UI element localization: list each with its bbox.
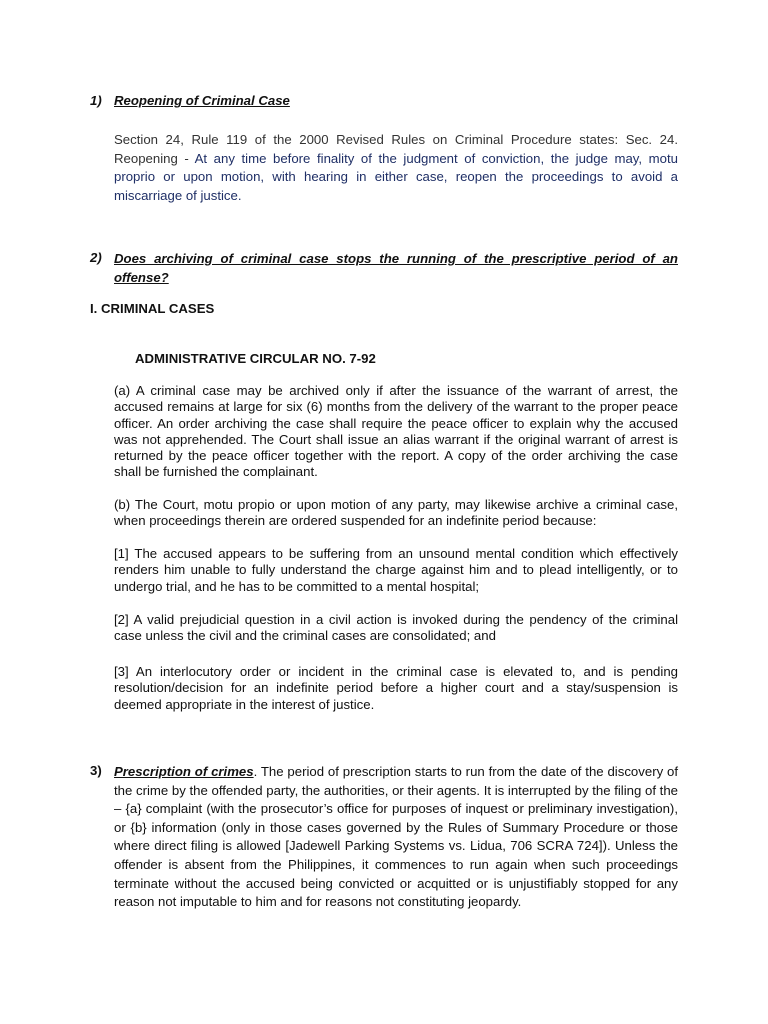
section-3-body (114, 763, 678, 912)
section-2-number: 2) (90, 250, 102, 265)
section-1-heading: Reopening of Criminal Case (114, 93, 290, 108)
paragraph-a: (a) A criminal case may be archived only if after the issuance of the warrant of arrest, the accused remains at large for six (6) months from the delivery of the warrant to the proper peace officer. An order archiving the case shall require the peace officer to explain why the accused was not apprehended. The Court shall issue an alias warrant if the original warrant of arrest is returned by the peace officer together with the report. A copy of the order archiving the case shall be furnished the complainant. (114, 383, 678, 480)
section-3-number: 3) (90, 763, 102, 778)
paragraph-item-1: [1] The accused appears to be suffering from an unsound mental condition which effectively renders him unable to fully understand the charge against him and to plead intelligently, or to undergo trial, and he has to be committed to a mental hospital; (114, 546, 678, 594)
paragraph-b: (b) The Court, motu propio or upon motion of any party, may likewise archive a criminal case, when proceedings therein are ordered suspended for an indefinite period because: (114, 497, 678, 529)
paragraph-item-3: [3] An interlocutory order or incident in the criminal case is elevated to, and is pending resolution/decision for an indefinite period before a higher court and a stay/suspension is deemed appropriate in the interest of justice. (114, 664, 678, 712)
circular-title: ADMINISTRATIVE CIRCULAR NO. 7-92 (135, 351, 376, 366)
section-3-text: . The period of prescription starts to run from the date of the discovery of the crime by the offended party, the authorities, or their agents. It is interrupted by the filing of the – {a} complaint (with the prosecutor’s office for purposes of inquest or preliminary investigation), or {b} information (only in those cases governed by the Rules of Summary Procedure or those where direct filing is allowed [Jadewell Parking Systems vs. Lidua, 706 SCRA 724]). Unless the offender is absent from the Philippines, it commences to run again when such proceedings terminate without the accused being convicted or acquitted or is unjustifiably stopped for any reason not imputable to him and for reasons not constituting jeopardy. (114, 764, 679, 910)
section-1-rule: At any time before finality of the judgment of conviction, the judge may, motu proprio or upon motion, with hearing in either case, reopen the proceedings to avoid a miscarriage of justice. (114, 150, 678, 203)
section-2-heading: Does archiving of criminal case stops the running of the prescriptive period of an offense? (114, 251, 678, 285)
section-1-number: 1) (90, 93, 102, 108)
section-3-lead: Prescription of crimes (114, 764, 254, 779)
section-1-intro: Section 24, Rule 119 of the 2000 Revised Rules on Criminal Procedure states: Sec. 24. Reopening - (114, 132, 678, 166)
criminal-cases-heading: I. CRIMINAL CASES (90, 301, 215, 316)
paragraph-item-2: [2] A valid prejudicial question in a civil action is invoked during the pendency of the criminal case unless the civil and the criminal cases are consolidated; and (114, 612, 678, 644)
section-1-body (114, 131, 678, 205)
